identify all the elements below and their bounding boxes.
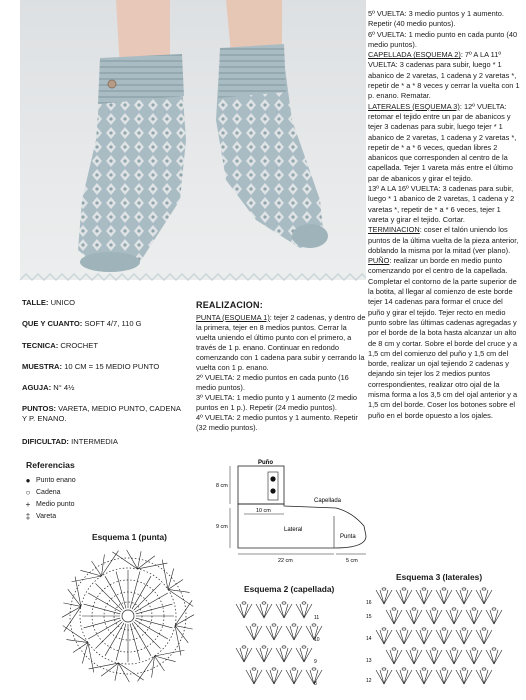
legend-item-medio-punto: + Medio punto (20, 498, 76, 510)
paragraph-laterales: LATERALES (ESQUEMA 3): 12º VUELTA: retomar el tejido entre un par de abanicos y tejer 3 cadenas para subir, luego tejer * 1 abanico de 2 varetas, 1 cadena y 2 varetas *, repetir de * a * 6 veces, quedan libres 2 abanicos que corresponden al centro de la capellada. Tejer 1 vareta más entre el último par de abanicos y girar el tejido. (368, 101, 517, 183)
row-label-11: 11 (314, 615, 320, 621)
paragraph-puno: PUÑO: realizar un borde en medio punto comenzando por el centro de la capellada. Completar el contorno de la parte superior de la botita, al llegar al comienzo de este borde tejer 14 cadenas para formar el cruce del puño y girar el tejido. Tejer recto en medio punto sobre las últimas cadenas agregadas y por el borde de la bota hasta alcanzar un alto de 8 cm y cortar. Sobre el borde del cruce y a 1,5 cm del comienzo del puño y 1,5 cm del borde, realizar un ojal tejiendo 2 cadenas y dejando sin tejer los 2 medios puntos correspondientes, realizar otro ojal de la misma forma a los 3,5 cm del ojal anterior y a 1,5 cm del borde. Coser los botones sobre el puño en el borde opuesto a los ojales. (368, 256, 518, 420)
crochet-slippers-illustration (20, 0, 366, 280)
spec-puntos: PUNTOS: VARETA, MEDIO PUNTO, CADENA Y P. ENANO. (22, 404, 181, 423)
legend-item-cadena: ○ Cadena (20, 486, 76, 498)
paragraph-vuelta-5: 5º VUELTA: 3 medio puntos y 1 aumento. Repetir (40 medio puntos). (368, 9, 504, 29)
row-label-15: 15 (366, 614, 372, 620)
spec-talle: TALLE: UNICO (22, 298, 76, 307)
legend-title: Referencias (26, 460, 75, 470)
esquema-3-diagram (364, 586, 512, 698)
paragraph-vuelta-6: 6º VUELTA: 1 medio punto en cada punto (40 medio puntos). (368, 29, 518, 49)
paragraph-vuelta-13-16: 13º A LA 16º VUELTA: 3 cadenas para subir, luego * 1 abanico de 2 varetas, 1 cadena y 2 varetas *, repetir de * a * 6 veces, tejer 1 vareta y girar el tejido. Cortar. (368, 184, 515, 224)
legend-item-vareta: ‡ Vareta (20, 510, 76, 522)
spec-aguja: AGUJA: N° 4½ (22, 383, 75, 392)
plan-label-punta: Punta (340, 534, 356, 540)
dot-icon: ● (25, 475, 31, 485)
instructions-column (368, 9, 521, 421)
plan-dim-22cm: 22 cm (278, 558, 293, 564)
product-photo (20, 0, 366, 280)
realizacion-title: REALIZACION: (196, 300, 263, 310)
zigzag-divider (20, 272, 366, 282)
paragraph-punta: PUNTA (ESQUEMA 1): tejer 2 cadenas, y dentro de la primera, tejer en 8 medios puntos. Cerrar la vuelta uniendo el último punto con el primero, a través de 1 p. enano. Continuar en redondo comenzando con 1 cadena para subir y cerrando la vuelta con 1 p. enano. (196, 313, 366, 372)
row-label-9: 9 (314, 659, 317, 665)
oval-icon: ○ (25, 487, 31, 497)
row-label-16: 16 (366, 600, 372, 606)
paragraph-vuelta-4: 4º VUELTA: 2 medio puntos y 1 aumento. Repetir (32 medio puntos). (196, 413, 358, 432)
esquema-1-title: Esquema 1 (punta) (92, 532, 167, 542)
spec-muestra: MUESTRA: 10 CM = 15 MEDIO PUNTO (22, 362, 160, 371)
spec-tecnica: TECNICA: CROCHET (22, 341, 98, 350)
esquema-3-title: Esquema 3 (laterales) (396, 572, 483, 582)
plus-icon: + (25, 499, 31, 509)
plan-label-lateral: Lateral (284, 527, 303, 533)
esquema-2-title: Esquema 2 (capellada) (244, 584, 335, 594)
esquema-1-diagram (58, 546, 198, 686)
spec-cuanto: QUE Y CUANTO: SOFT 4/7, 110 G (22, 319, 142, 328)
plan-dim-9cm: 9 cm (216, 524, 228, 530)
spec-dificultad: DIFICULTAD: INTERMEDIA (22, 437, 118, 446)
slipper-plan-diagram (216, 456, 376, 566)
row-label-12: 12 (366, 678, 372, 684)
plan-dim-8cm: 8 cm (216, 483, 228, 489)
plan-dim-10cm: 10 cm (256, 508, 271, 514)
row-label-13: 13 (366, 658, 372, 664)
legend-item-punto-enano: ● Punto enano (20, 474, 76, 486)
plan-dim-5cm: 5 cm (346, 558, 358, 564)
paragraph-capellada: CAPELLADA (ESQUEMA 2): 7º A LA 11º VUELTA: 3 cadenas para subir, luego * 1 abanico de 2 varetas, 1 cadena y 2 varetas *, repetir de * a * 8 veces y cerrar la vuelta con 1 p. enano. Rematar. (368, 50, 520, 101)
paragraph-terminacion: TERMINACION: coser el talón uniendo los puntos de la última vuelta de la pieza anterior, doblando la misma por la mitad (ver plano). (368, 225, 519, 255)
vareta-icon: ‡ (25, 511, 31, 521)
row-label-8: 8 (314, 681, 317, 687)
plan-label-capellada: Capellada (314, 498, 342, 504)
plan-label-puno: Puño (258, 460, 273, 466)
row-label-10: 10 (314, 637, 320, 643)
esquema-2-diagram (232, 598, 356, 694)
realizacion-section (196, 300, 366, 433)
paragraph-vuelta-2: 2º VUELTA: 2 medio puntos en cada punto (16 medio puntos). (196, 373, 349, 392)
paragraph-vuelta-3: 3º VUELTA: 1 medio punto y 1 aumento (2 medio puntos en 1 p.). Repetir (24 medio puntos). (196, 393, 357, 412)
row-label-14: 14 (366, 636, 372, 642)
legend-referencias (20, 460, 76, 522)
